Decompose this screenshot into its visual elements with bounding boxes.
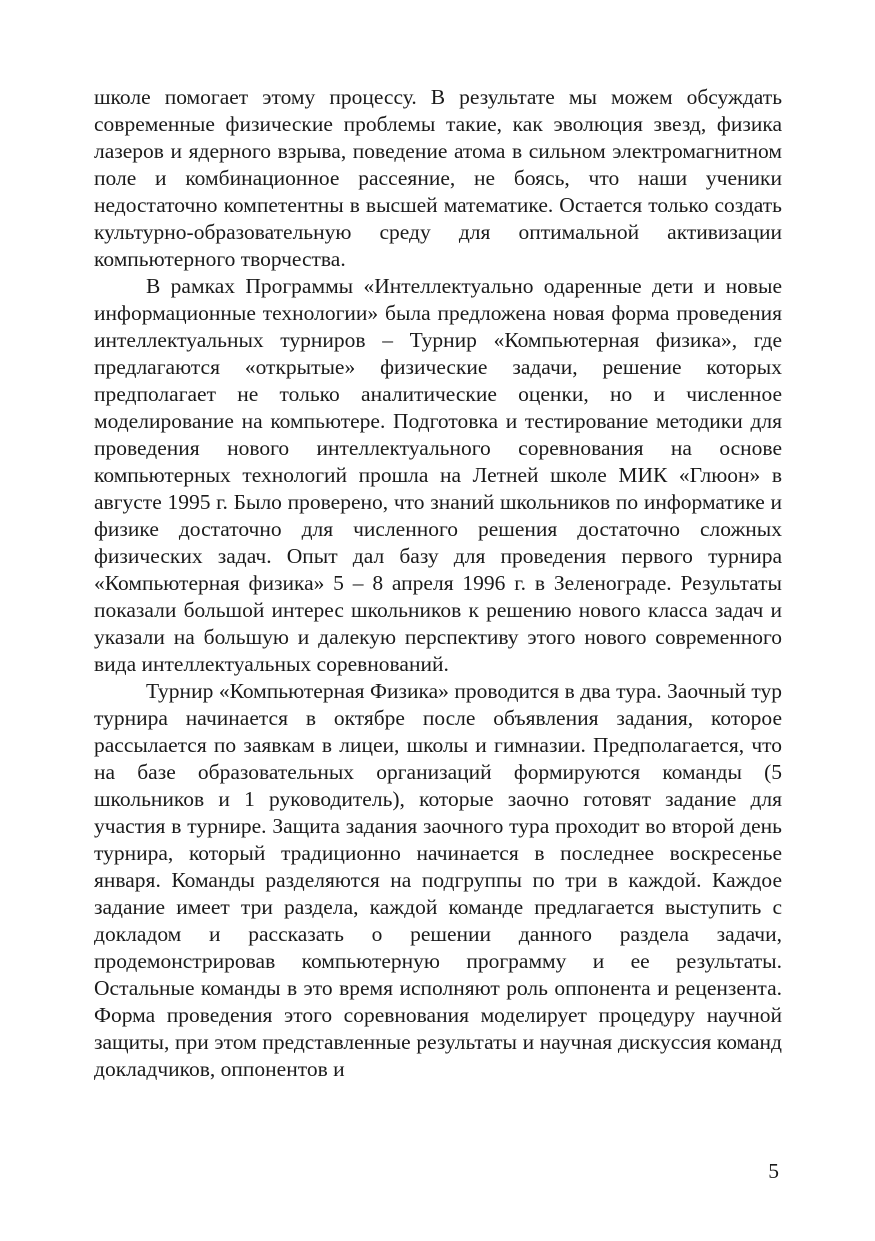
paragraph-continuation: школе помогает этому процессу. В результате мы можем обсуждать современные физические проблемы такие, как эволюция звезд, физика лазеров и ядерного взрыва, поведение атома в сильном электромагнитном поле и комбинационное рассеяние, не боясь, что наши ученики недостаточно компетентны в высшей математике. Остается только создать культурно-образовательную среду для оптимальной активизации компьютерного творчества. (94, 85, 782, 271)
page-number: 5 (768, 1159, 779, 1183)
paragraph-program: В рамках Программы «Интеллектуально одаренные дети и новые информационные технологии» была предложена новая форма проведения интеллектуальных турниров – Турнир «Компьютерная физика», где предлагаются «открытые» физические задачи, решение которых предполагает не только аналитические оценки, но и численное моделирование на компьютере. Подготовка и тестирование методики для проведения нового интеллектуального соревнования на основе компьютерных технологий прошла на Летней школе МИК «Глюон» в августе 1995 г. Было проверено, что знаний школьников по информатике и физике достаточно для численного решения достаточно сложных физических задач. Опыт дал базу для проведения первого турнира «Компьютерная физика» 5 – 8 апреля 1996 г. в Зеленограде. Результаты показали большой интерес школьников к решению нового класса задач и указали на большую и далекую перспективу этого нового современного вида интеллектуальных соревнований. (94, 274, 782, 676)
paragraph-tournament: Турнир «Компьютерная Физика» проводится в два тура. Заочный тур турнира начинается в октябре после объявления задания, которое рассылается по заявкам в лицеи, школы и гимназии. Предполагается, что на базе образовательных организаций формируются команды (5 школьников и 1 руководитель), которые заочно готовят задание для участия в турнире. Защита задания заочного тура проходит во второй день турнира, который традиционно начинается в последнее воскресенье января. Команды разделяются на подгруппы по три в каждой. Каждое задание имеет три раздела, каждой команде предлагается выступить с докладом и рассказать о решении данного раздела задачи, продемонстрировав компьютерную программу и ее результаты. Остальные команды в это время исполняют роль оппонента и рецензента. Форма проведения этого соревнования моделирует процедуру научной защиты, при этом представленные результаты и научная дискуссия команд докладчиков, оппонентов и (94, 679, 782, 1081)
body-text (94, 84, 782, 1083)
